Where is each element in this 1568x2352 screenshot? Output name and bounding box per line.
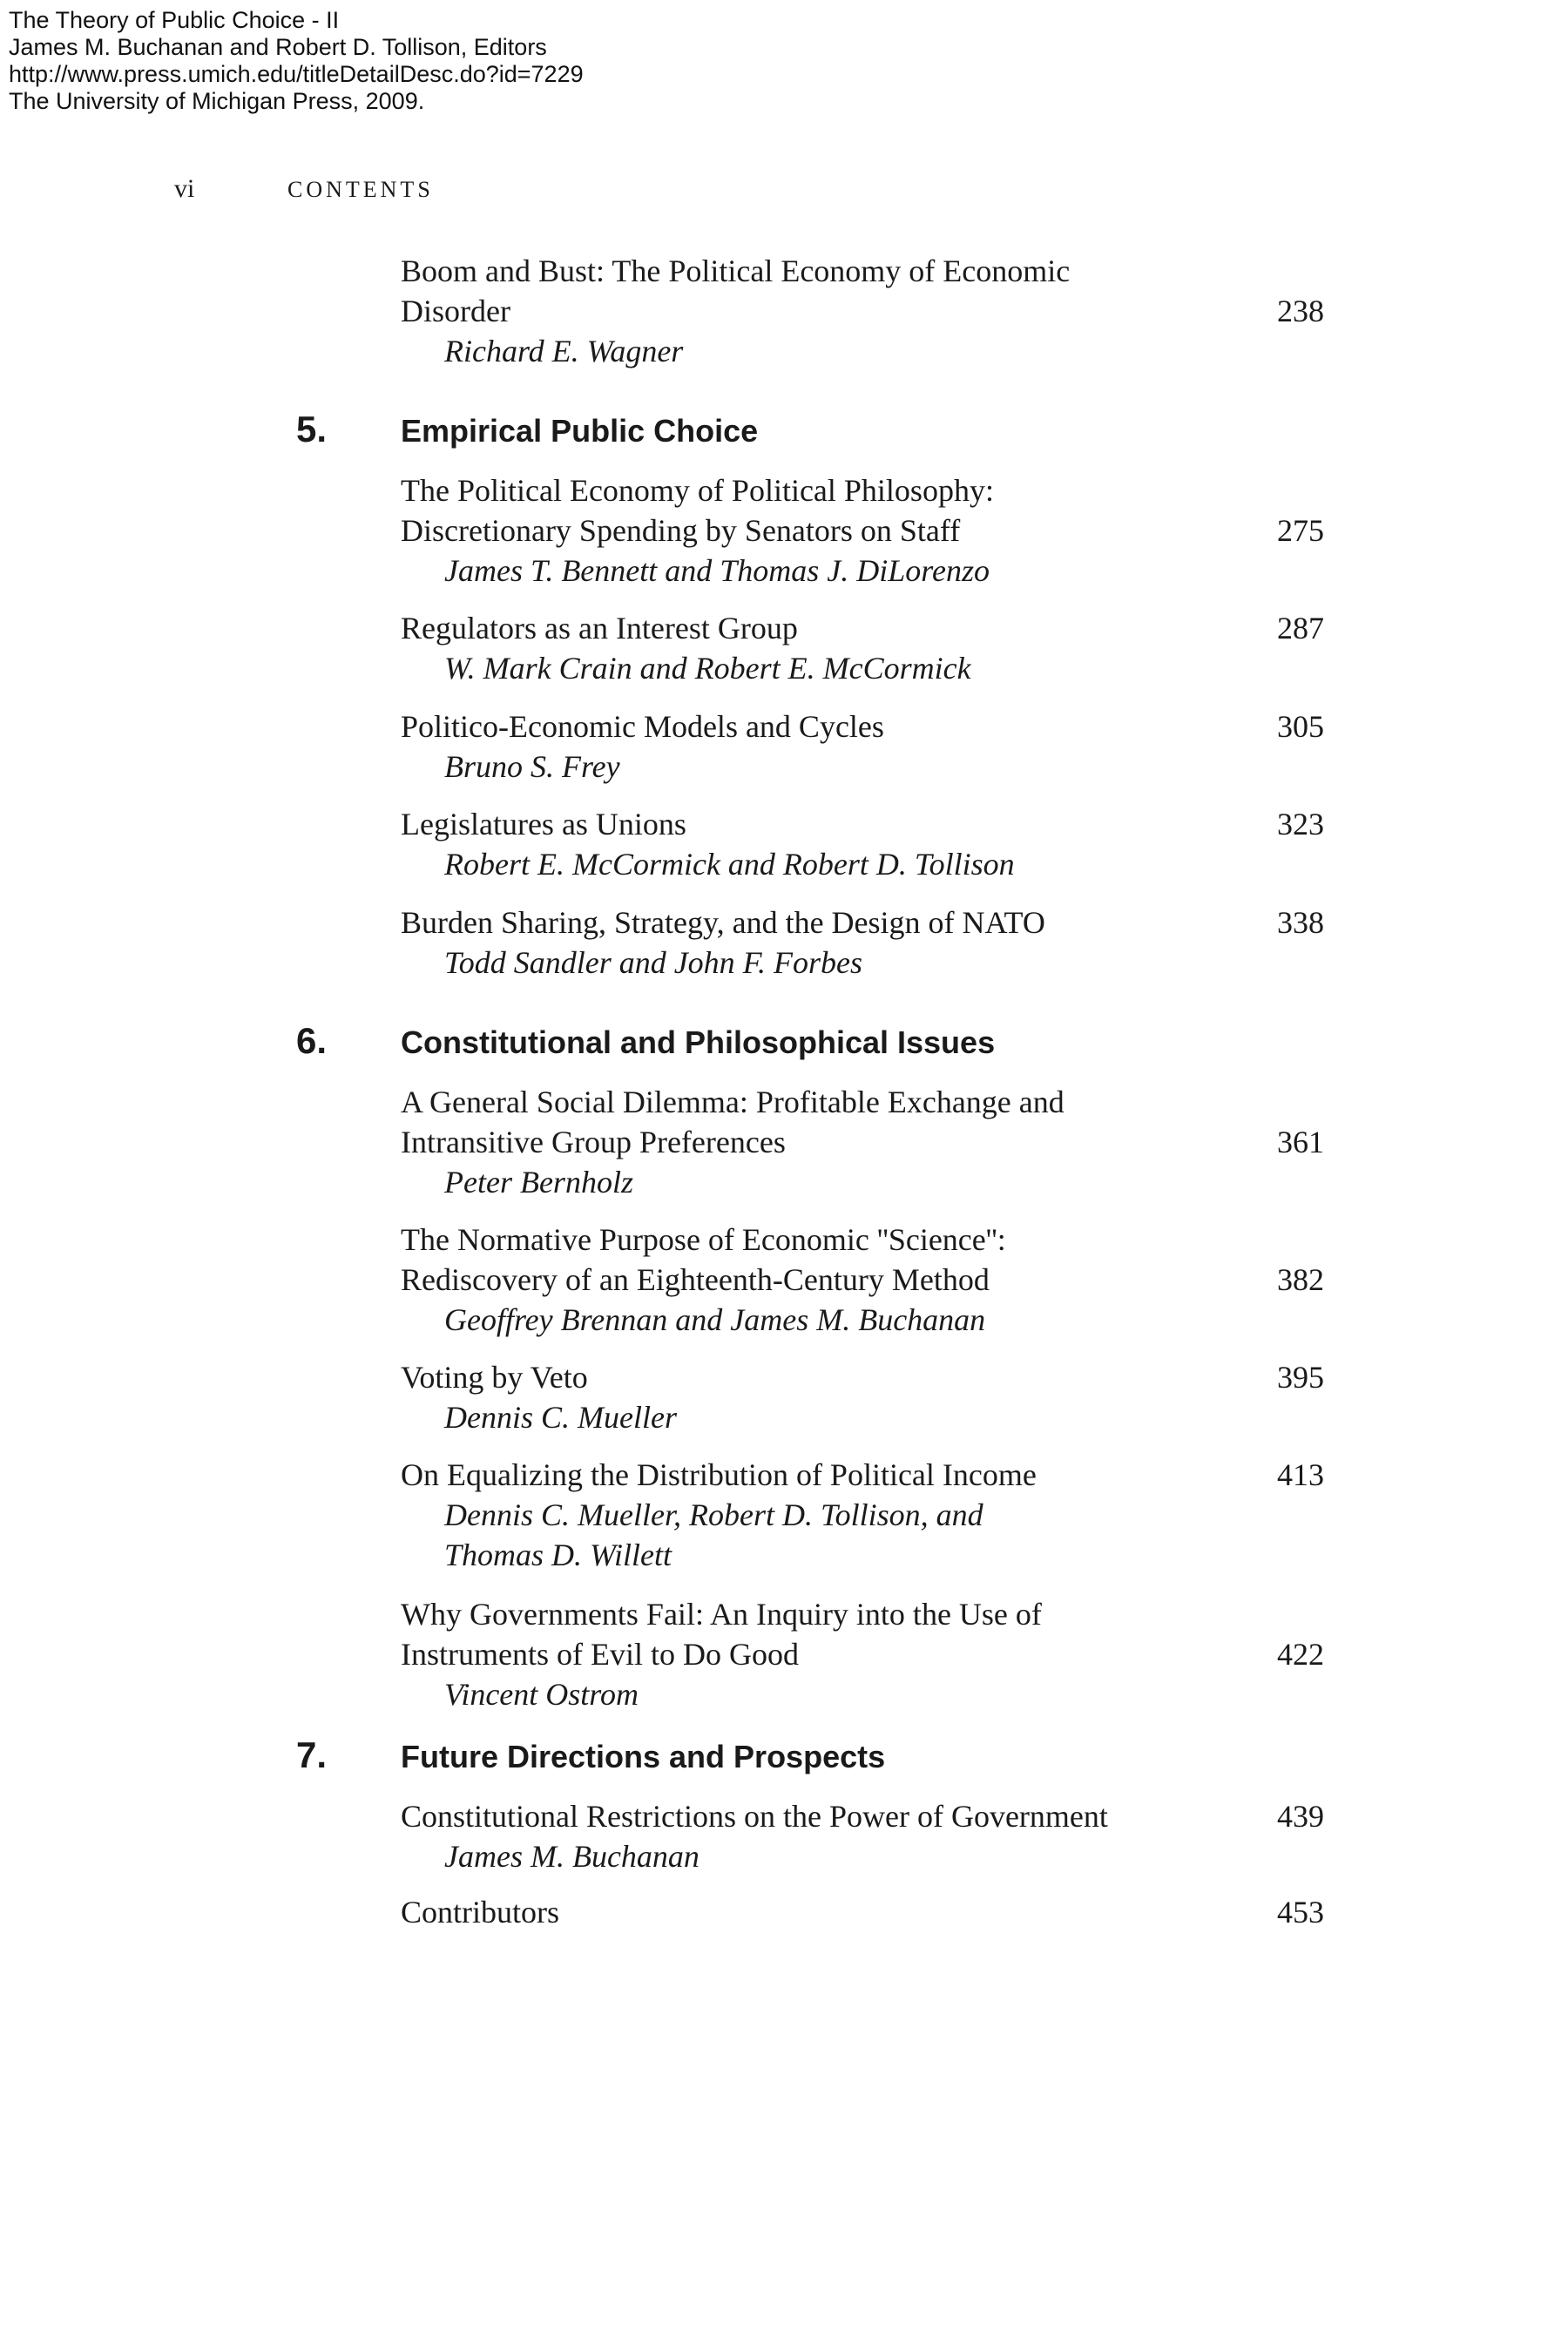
entry-author: Vincent Ostrom <box>444 1677 639 1712</box>
toc-entry[interactable] <box>401 1892 1324 1932</box>
entry-title-line: Rediscovery of an Eighteenth-Century Method <box>401 1262 990 1297</box>
entry-title-line: Constitutional Restrictions on the Power of Government <box>401 1799 1108 1834</box>
entry-author: James M. Buchanan <box>444 1839 700 1874</box>
section-heading <box>296 1735 1342 1777</box>
entry-title-line: Regulators as an Interest Group <box>401 611 798 645</box>
entry-title-line: Boom and Bust: The Political Economy of Economic <box>401 253 1071 288</box>
toc-entry[interactable] <box>401 608 1324 688</box>
toc-entry[interactable] <box>401 1220 1324 1340</box>
toc-entry[interactable] <box>401 1357 1324 1437</box>
entry-author: Geoffrey Brennan and James M. Buchanan <box>444 1302 986 1337</box>
entry-page-number: 275 <box>1277 513 1324 548</box>
entry-page-number: 338 <box>1277 905 1324 940</box>
section-heading <box>296 409 1342 451</box>
running-head <box>174 174 434 204</box>
toc-entry[interactable] <box>401 706 1324 787</box>
entry-page-number: 395 <box>1277 1360 1324 1395</box>
book-title: The Theory of Public Choice - II <box>9 7 340 33</box>
book-url[interactable]: http://www.press.umich.edu/titleDetailDesc.do?id=7229 <box>9 61 584 87</box>
entry-author: W. Mark Crain and Robert E. McCormick <box>444 651 971 686</box>
entry-page-number: 439 <box>1277 1799 1324 1834</box>
section-number: 5. <box>296 409 328 449</box>
toc-entry[interactable] <box>401 1594 1324 1714</box>
section-title: Constitutional and Philosophical Issues <box>401 1024 996 1060</box>
entry-page-number: 323 <box>1277 807 1324 841</box>
entry-title-line: A General Social Dilemma: Profitable Exchange and <box>401 1085 1064 1119</box>
entry-title-line: Contributors <box>401 1895 560 1930</box>
toc-entry[interactable] <box>401 1082 1324 1202</box>
entry-title-line: Legislatures as Unions <box>401 807 686 841</box>
entry-author: Peter Bernholz <box>444 1165 633 1200</box>
entry-author: Todd Sandler and John F. Forbes <box>444 945 863 980</box>
toc-entry[interactable] <box>401 1455 1324 1575</box>
page-folio: vi <box>174 174 195 203</box>
entry-title-line: Voting by Veto <box>401 1360 588 1395</box>
entry-title-line: On Equalizing the Distribution of Political Income <box>401 1457 1037 1492</box>
section-number: 7. <box>296 1734 328 1775</box>
entry-title-line: Politico-Economic Models and Cycles <box>401 709 884 744</box>
entry-author: Thomas D. Willett <box>444 1538 672 1572</box>
book-editors: James M. Buchanan and Robert D. Tollison, Editors <box>9 34 547 60</box>
entry-author: Richard E. Wagner <box>444 334 684 368</box>
book-publisher: The University of Michigan Press, 2009. <box>9 88 425 114</box>
entry-title-line: Intransitive Group Preferences <box>401 1125 786 1159</box>
toc-entry[interactable] <box>401 902 1324 983</box>
entry-title-line: The Normative Purpose of Economic ''Science'': <box>401 1222 1006 1257</box>
section-number: 6. <box>296 1020 328 1061</box>
entry-title-line: Why Governments Fail: An Inquiry into the Use of <box>401 1597 1042 1632</box>
entry-author: Dennis C. Mueller <box>444 1400 677 1435</box>
citation-header <box>9 7 584 115</box>
entry-title-line: Instruments of Evil to Do Good <box>401 1637 799 1672</box>
entry-author: Bruno S. Frey <box>444 749 620 784</box>
running-head-title: CONTENTS <box>287 177 434 202</box>
entry-page-number: 361 <box>1277 1125 1324 1159</box>
entry-page-number: 453 <box>1277 1895 1324 1930</box>
toc-entry[interactable] <box>401 251 1324 371</box>
entry-title-line: The Political Economy of Political Philosophy: <box>401 473 994 508</box>
entry-title-line: Burden Sharing, Strategy, and the Design of NATO <box>401 905 1045 940</box>
section-title: Future Directions and Prospects <box>401 1739 886 1774</box>
entry-author: Robert E. McCormick and Robert D. Tollison <box>444 847 1015 882</box>
entry-author: James T. Bennett and Thomas J. DiLorenzo <box>444 553 990 588</box>
entry-page-number: 287 <box>1277 611 1324 645</box>
toc-entry[interactable] <box>401 804 1324 884</box>
toc-entry[interactable] <box>401 470 1324 591</box>
entry-page-number: 305 <box>1277 709 1324 744</box>
entry-page-number: 413 <box>1277 1457 1324 1492</box>
entry-page-number: 422 <box>1277 1637 1324 1672</box>
entry-title-line: Discretionary Spending by Senators on Staff <box>401 513 961 548</box>
section-heading <box>296 1021 1342 1063</box>
entry-title-line: Disorder <box>401 294 510 328</box>
entry-page-number: 238 <box>1277 294 1324 328</box>
section-title: Empirical Public Choice <box>401 413 759 449</box>
toc-entry[interactable] <box>401 1796 1324 1876</box>
entry-page-number: 382 <box>1277 1262 1324 1297</box>
entry-author: Dennis C. Mueller, Robert D. Tollison, and <box>444 1497 983 1532</box>
